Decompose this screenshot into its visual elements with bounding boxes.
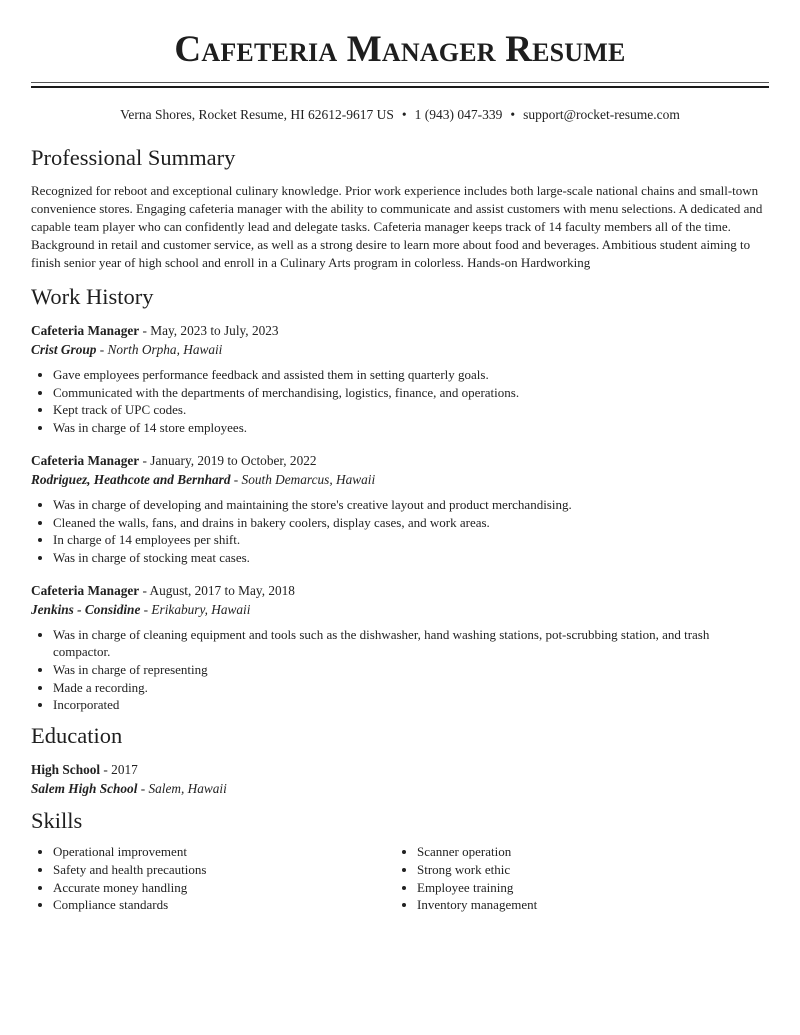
skills-column-left bbox=[31, 843, 395, 914]
job-dates: - May, 2023 to July, 2023 bbox=[139, 323, 279, 338]
list-item: • Incorporated bbox=[53, 696, 769, 714]
job-location: - North Orpha, Hawaii bbox=[96, 342, 223, 357]
contact-address: Verna Shores, Rocket Resume, HI 62612-9617 US bbox=[120, 107, 394, 122]
education-location: - Salem, Hawaii bbox=[137, 781, 227, 797]
resume-title: Cafeteria Manager Resume bbox=[174, 29, 626, 70]
job-title: Cafeteria Manager bbox=[31, 582, 140, 598]
education-school-line bbox=[31, 779, 769, 798]
skill-item: • Scanner operation bbox=[417, 843, 759, 861]
education-year: - 2017 bbox=[100, 762, 138, 778]
list-item: • Was in charge of stocking meat cases. bbox=[53, 549, 769, 567]
section-heading-work-history: Work History bbox=[31, 284, 154, 309]
education-degree: High School bbox=[31, 762, 101, 778]
list-item: • Was in charge of 14 store employees. bbox=[53, 419, 769, 437]
job-title: Cafeteria Manager bbox=[31, 323, 140, 338]
job-entry bbox=[31, 321, 769, 437]
skills-column-right bbox=[395, 843, 759, 914]
contact-email: support@rocket-resume.com bbox=[523, 107, 680, 122]
bullet-separator: • bbox=[510, 107, 516, 122]
list-item: • Was in charge of developing and maintaining the store's creative layout and product merchandising. bbox=[53, 496, 769, 514]
contact-phone: 1 (943) 047-339 bbox=[414, 107, 503, 122]
section-heading-skills: Skills bbox=[31, 808, 83, 834]
job-company: Jenkins - Considine bbox=[31, 601, 141, 617]
divider-thin-line bbox=[31, 82, 769, 83]
skills-list bbox=[31, 843, 395, 914]
list-item: • Was in charge of representing bbox=[53, 661, 769, 679]
job-location: - South Demarcus, Hawaii bbox=[230, 471, 376, 487]
education-degree-line bbox=[31, 760, 769, 779]
list-item: • Gave employees performance feedback and assisted them in setting quarterly goals. bbox=[53, 366, 769, 384]
list-item: • Communicated with the departments of merchandising, logistics, finance, and operations. bbox=[53, 384, 769, 402]
list-item: • In charge of 14 employees per shift. bbox=[53, 531, 769, 549]
job-company-line bbox=[31, 340, 769, 359]
job-company: Rodriguez, Heathcote and Bernhard bbox=[31, 471, 231, 487]
job-entry bbox=[31, 581, 769, 715]
job-title: Cafeteria Manager bbox=[31, 452, 140, 468]
job-title-line bbox=[31, 581, 769, 600]
contact-line bbox=[31, 106, 769, 124]
skill-item: • Accurate money handling bbox=[53, 879, 395, 897]
list-item: • Cleaned the walls, fans, and drains in bakery coolers, display cases, and work areas. bbox=[53, 514, 769, 532]
section-heading-education: Education bbox=[31, 723, 123, 749]
header-divider bbox=[31, 82, 769, 90]
divider-thick-line bbox=[31, 86, 769, 88]
bullet-separator: • bbox=[401, 107, 407, 122]
job-company-line bbox=[31, 600, 769, 619]
job-entry bbox=[31, 451, 769, 567]
summary-text: Recognized for reboot and exceptional culinary knowledge. Prior work experience includes both large-scale national chains and small-town convenience stores. Engaging cafeteria manager with the ability to communicate and assist customers with menu selections. A dedicated and capable team player who can confidently lead and delegate tasks. Cafeteria manager keeps track of 14 faculty members all of the time. Background in retail and customer service, as well as a strong desire to learn more about food and beverages. Ambitious student aiming to finish senior year of high school and enroll in a Culinary Arts program in colorless. Hands-on Hardworking bbox=[31, 183, 763, 270]
job-title-line bbox=[31, 321, 769, 340]
section-heading-summary: Professional Summary bbox=[31, 145, 236, 170]
education-school: Salem High School bbox=[31, 781, 138, 797]
job-location: - Erikabury, Hawaii bbox=[140, 601, 251, 617]
skill-item: • Safety and health precautions bbox=[53, 861, 395, 879]
job-duties-list bbox=[31, 366, 769, 437]
skill-item: • Operational improvement bbox=[53, 843, 395, 861]
job-dates: - January, 2019 to October, 2022 bbox=[139, 452, 317, 468]
list-item: • Kept track of UPC codes. bbox=[53, 401, 769, 419]
list-item: • Was in charge of cleaning equipment and tools such as the dishwasher, hand washing stations, pot-scrubbing station, and trash compactor. bbox=[53, 626, 769, 661]
skills-grid bbox=[31, 843, 769, 914]
job-duties-list bbox=[31, 626, 769, 715]
skill-item: • Strong work ethic bbox=[417, 861, 759, 879]
job-title-line bbox=[31, 451, 769, 470]
job-duties-list bbox=[31, 496, 769, 567]
skill-item: • Inventory management bbox=[417, 896, 759, 914]
skills-list bbox=[395, 843, 759, 914]
list-item: • Made a recording. bbox=[53, 679, 769, 697]
skill-item: • Compliance standards bbox=[53, 896, 395, 914]
skill-item: • Employee training bbox=[417, 879, 759, 897]
job-company: Crist Group bbox=[31, 342, 97, 357]
job-company-line bbox=[31, 470, 769, 489]
job-dates: - August, 2017 to May, 2018 bbox=[139, 582, 295, 598]
